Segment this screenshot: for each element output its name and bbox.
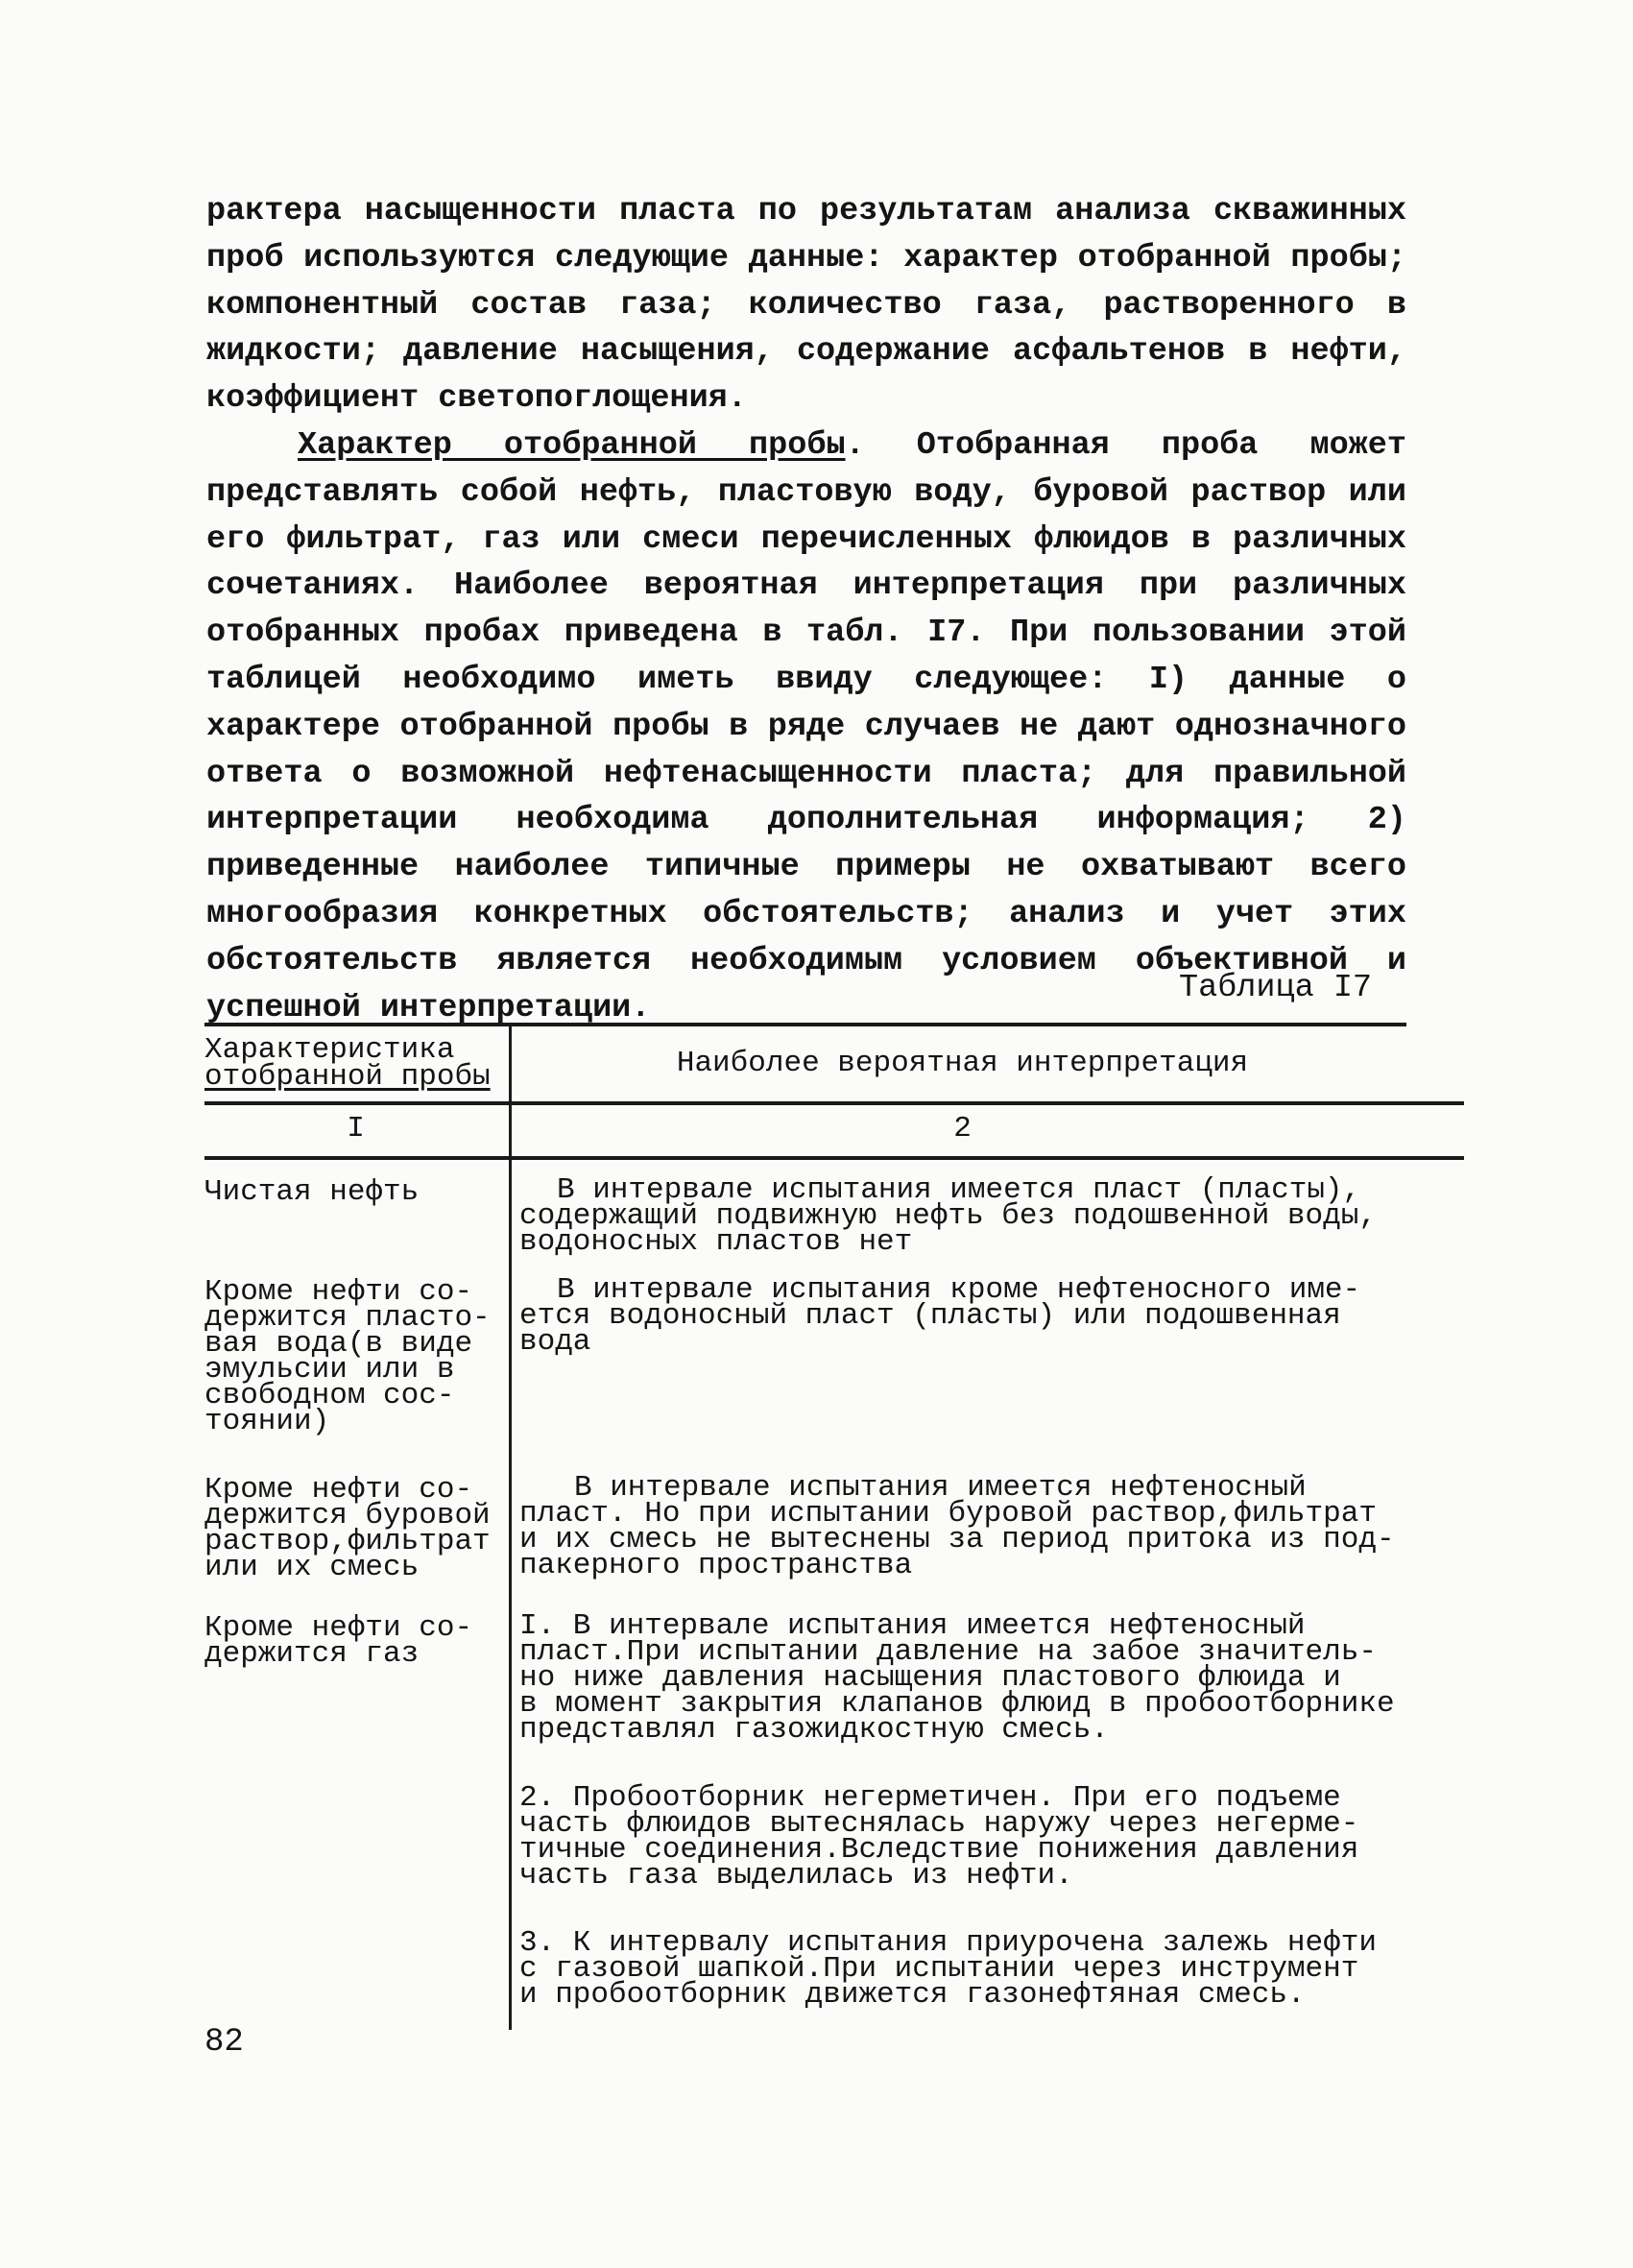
row3-col1-line: раствор,фильтрат (204, 1525, 491, 1558)
header-col1-line1: Характеристика (204, 1033, 455, 1067)
row2-col2-line: В интервале испытания кроме нефтеносного име- (557, 1273, 1361, 1307)
row1-col1-line: Чистая нефть (204, 1175, 420, 1209)
row4-item1-line: пласт.При испытании давление на забое значитель- (519, 1635, 1377, 1669)
row1-col2-line: водоносных пластов нет (519, 1225, 913, 1259)
paragraph-body: . Отобранная проба может представлять собой нефть, пластовую воду, буровой раствор или его фильтрат, газ или смеси перечисленных флюидов в различных сочетаниях. Наиболее вероятная интерпретация при различных отобранных пробах приведена в табл. I7. При пользовании этой таблицей необходимо иметь ввиду следующее: I) данные о характере отобранной пробы в ряде случаев не дают однозначного ответа о возможной нефтенасыщенности пласта; для правильной интерпретации необходима дополнительная информация; 2) приведенные наиболее типичные примеры не охватывают всего многообразия конкретных обстоятельств; анализ и учет этих обстоятельств является необходимым условием объективной и успешной интерпретации. (206, 427, 1406, 1026)
row4-item1-line: I. В интервале испытания имеется нефтеносный (519, 1609, 1306, 1643)
row2-col2-line: ется водоносный пласт (пласты) или подошвенная (519, 1299, 1341, 1333)
row2-col1-line: держится пласто- (204, 1301, 491, 1335)
column-number-2: 2 (953, 1112, 972, 1146)
row3-col2-line: и их смесь не вытеснены за период притока из под- (519, 1523, 1395, 1556)
row3-col2-line: пакерного пространства (519, 1549, 913, 1582)
paragraph-sample-character (206, 422, 1406, 1031)
table-number-rule (204, 1156, 1464, 1160)
row4-item3-line: с газовой шапкой.При испытании через инструмент (519, 1952, 1359, 1986)
header-col1-line2: отобранной пробы (204, 1060, 491, 1094)
row2-col1-line: эмульсии или в (204, 1353, 455, 1387)
table-column-divider (509, 1025, 512, 2030)
row4-item1-line: но ниже давления насыщения пластового флюида и (519, 1661, 1341, 1695)
row4-item2-line: часть флюидов вытеснялась наружу через негерме- (519, 1807, 1359, 1841)
table-top-rule (204, 1023, 1406, 1026)
header-col2: Наиболее вероятная интерпретация (676, 1047, 1249, 1080)
column-number-1: I (347, 1112, 365, 1146)
paragraph-intro: рактера насыщенности пласта по результатам анализа скважинных проб используются следующие данные: характер отобранной пробы; компонентный состав газа; количество газа, растворенного в жидкости; давление насыщения, содержание асфальтенов в нефти, коэффициент светопоглощения. (206, 193, 1406, 418)
row4-item3-line: и пробоотборник движется газонефтяная смесь. (519, 1978, 1306, 2012)
row4-item3-line: 3. К интервалу испытания приурочена залежь нефти (519, 1926, 1377, 1960)
row3-col2-line: пласт. Но при испытании буровой раствор,фильтрат (519, 1497, 1377, 1531)
row4-item2-line: 2. Пробоотборник негерметичен. При его подъеме (519, 1781, 1341, 1815)
row3-col2-line: В интервале испытания имеется нефтеносный (574, 1471, 1307, 1505)
row2-col2-line: вода (519, 1325, 591, 1359)
row1-col2-line: В интервале испытания имеется пласт (пласты), (557, 1173, 1361, 1207)
row2-col1-line: вая вода(в виде (204, 1327, 473, 1361)
row3-col1-line: или их смесь (204, 1551, 420, 1584)
row2-col1-line: тоянии) (204, 1405, 330, 1438)
row4-item2-line: часть газа выделилась из нефти. (519, 1859, 1073, 1893)
row4-item2-line: тичные соединения.Вследствие понижения давления (519, 1833, 1359, 1867)
paragraph-heading: Характер отобранной пробы (298, 427, 846, 464)
row4-item1-line: представлял газожидкостную смесь. (519, 1713, 1109, 1747)
row4-col1-line: Кроме нефти со- (204, 1611, 473, 1645)
row4-col1-line: держится газ (204, 1637, 420, 1671)
table-header-rule (204, 1101, 1464, 1105)
row3-col1-line: Кроме нефти со- (204, 1473, 473, 1507)
row4-item1-line: в момент закрытия клапанов флюид в пробоотборнике (519, 1687, 1395, 1721)
table-caption: Таблица I7 (1179, 970, 1373, 1006)
row2-col1-line: Кроме нефти со- (204, 1275, 473, 1309)
row1-col2-line: содержащий подвижную нефть без подошвенной воды, (519, 1199, 1377, 1233)
page-number: 82 (204, 2024, 244, 2061)
row2-col1-line: свободном сос- (204, 1379, 455, 1412)
row3-col1-line: держится буровой (204, 1499, 491, 1532)
